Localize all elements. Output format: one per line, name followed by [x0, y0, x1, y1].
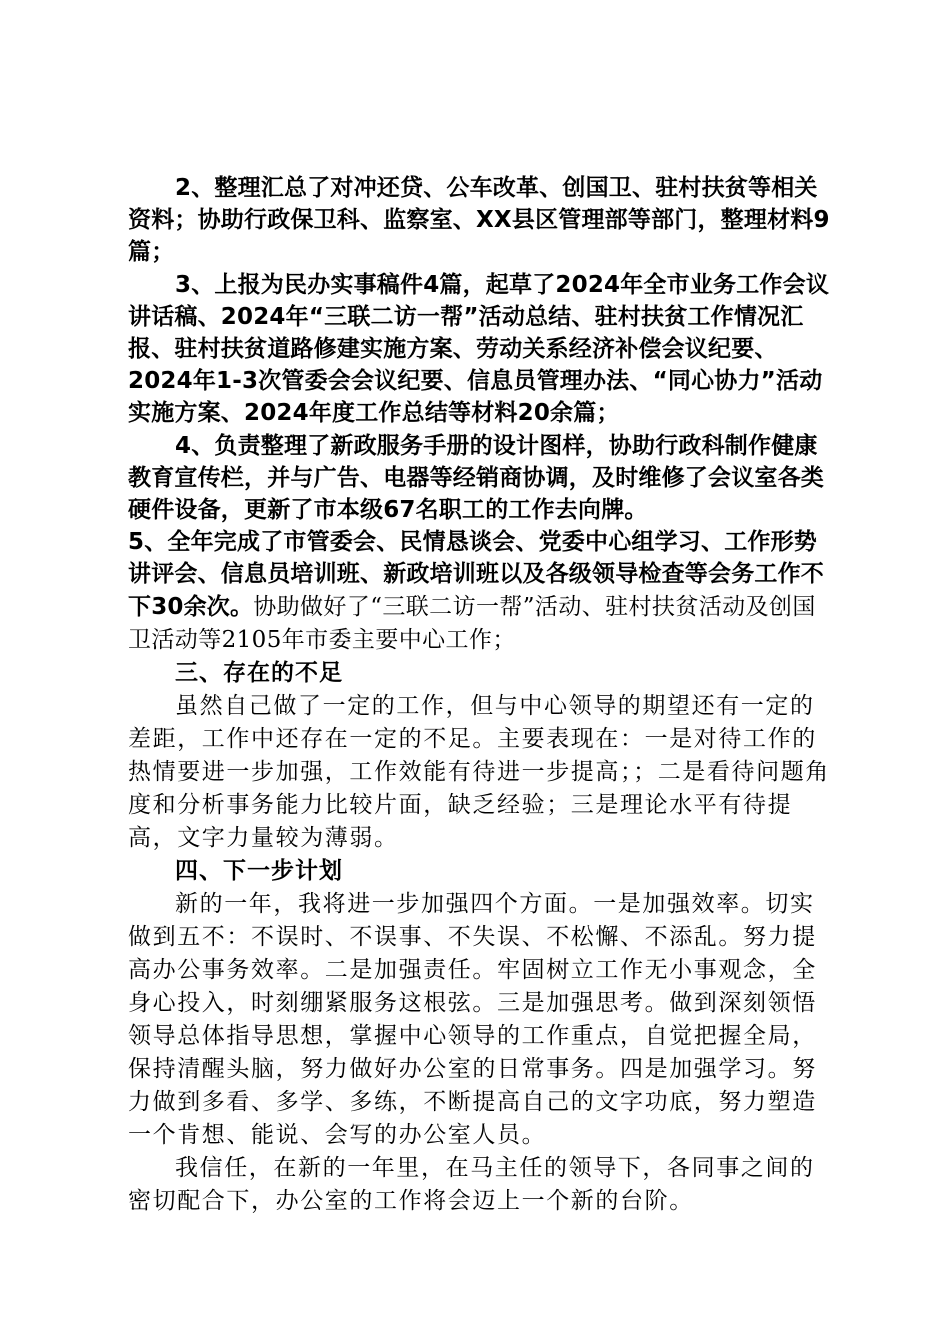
item-3-paragraph: 3、上报为民办实事稿件4篇，起草了2024年全市业务工作会议讲话稿、2024年“三联二访一帮”活动总结、驻村扶贫工作情况汇报、驻村扶贫道路修建实施方案、劳动关系经济补偿会议纪要、2024年1-3次管委会会议纪要、信息员管理办法、“同心协力”活动实施方案、2024年度工作总结等材料20余篇；	[128, 271, 830, 427]
document-page	[128, 172, 830, 1218]
section-4-body: 新的一年，我将进一步加强四个方面。一是加强效率。切实做到五不：不误时、不误事、不失误、不松懈、不添乱。努力提高办公事务效率。二是加强责任。牢固树立工作无小事观念，全身心投入，时刻绷紧服务这根弦。三是加强思考。做到深刻领悟领导总体指导思想，掌握中心领导的工作重点，自觉把握全局，保持清醒头脑，努力做好办公室的日常事务。四是加强学习。努力做到多看、多学、多练，不断提高自己的文字功底，努力塑造一个肯想、能说、会写的办公室人员。	[128, 890, 817, 1148]
section-4-heading: 四、下一步计划	[175, 857, 343, 884]
section-3-body: 虽然自己做了一定的工作，但与中心领导的期望还有一定的差距，工作中还存在一定的不足。主要表现在：一是对待工作的热情要进一步加强，工作效能有待进一步提高；；二是看待问题角度和分析事务能力比较片面，缺乏经验；三是理论水平有待提高，文字力量较为薄弱。	[128, 692, 830, 851]
item-5-paragraph	[128, 529, 824, 652]
item-2-paragraph: 2、整理汇总了对冲还贷、公车改革、创国卫、驻村扶贫等相关资料；协助行政保卫科、监察室、XX县区管理部等部门，整理材料9篇；	[128, 175, 830, 266]
item-4-paragraph: 4、负责整理了新政服务手册的设计图样，协助行政科制作健康教育宣传栏，并与广告、电器等经销商协调，及时维修了会议室各类硬件设备，更新了市本级67名职工的工作去向牌。	[128, 432, 824, 524]
section-3-heading: 三、存在的不足	[175, 659, 343, 686]
item-5-part-a: 5、全年完成了市管委会、民情恳谈会、党委中心组学习、工作形势讲评会、信息员培训班、新政培训班以及各级领导检查等会务工作不下30余次。	[128, 529, 824, 620]
closing-paragraph: 我信任，在新的一年里，在马主任的领导下，各同事之间的密切配合下，办公室的工作将会迈上一个新的台阶。	[128, 1154, 815, 1214]
item-5-part-b: 协助做好了“三联二访一帮”活动、驻村扶贫活动及创国卫活动等2105年市委主要中心工作；	[128, 593, 816, 653]
